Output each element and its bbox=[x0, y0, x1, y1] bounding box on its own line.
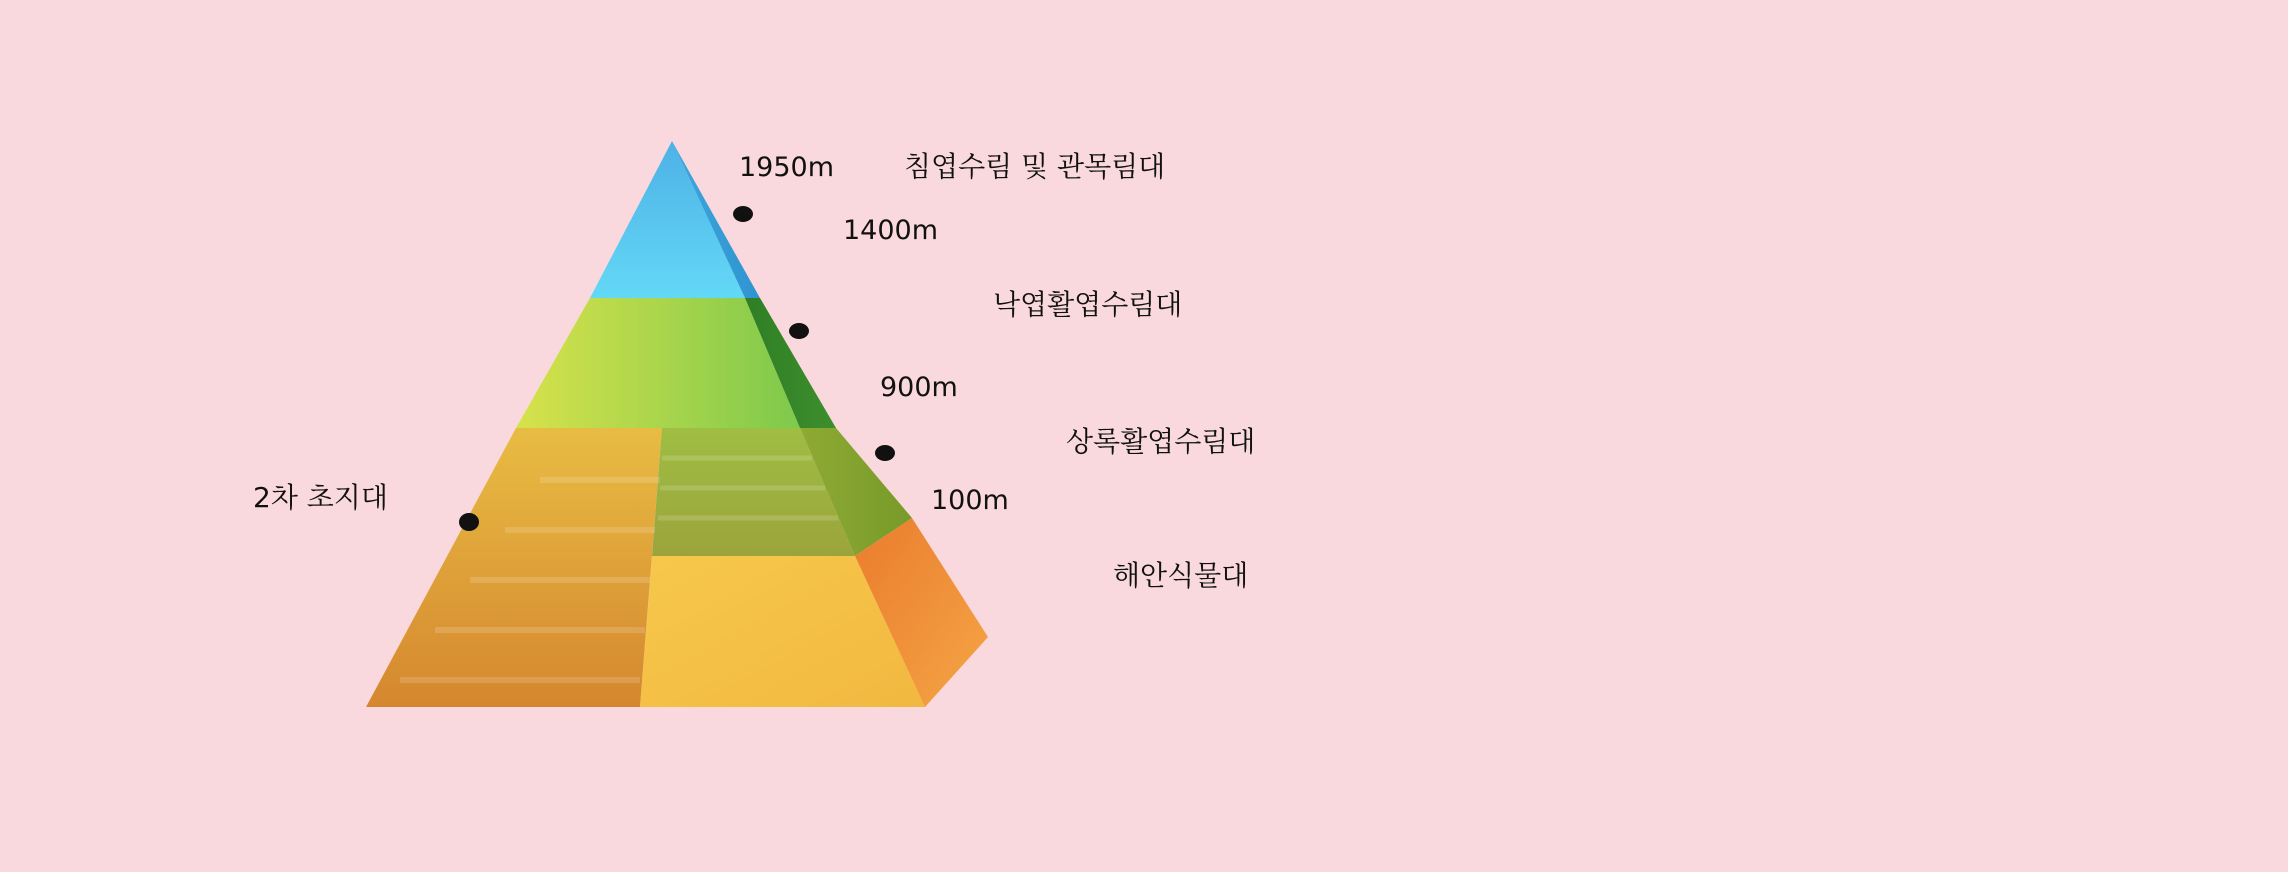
elevation-1400-label: 1400m bbox=[843, 215, 939, 246]
elevation-900-label: 900m bbox=[880, 372, 958, 403]
zone-secondary-grassland-label: 2차 초지대 bbox=[253, 481, 388, 514]
pyramid-top-zone bbox=[590, 141, 745, 298]
elevation-marker-1950 bbox=[733, 206, 753, 222]
elevation-1950-label: 1950m bbox=[739, 152, 835, 183]
zone-deciduous-label: 낙엽활엽수림대 bbox=[993, 288, 1183, 321]
elevation-100-label: 100m bbox=[931, 485, 1009, 516]
zone-evergreen-label: 상록활엽수림대 bbox=[1066, 425, 1256, 458]
secondary-grassland-marker bbox=[459, 513, 479, 531]
zone-coastal-label: 해안식물대 bbox=[1113, 559, 1249, 592]
zone-conifer-label: 침엽수림 및 관목림대 bbox=[904, 150, 1166, 183]
pyramid-left-lower-zone bbox=[366, 428, 662, 707]
elevation-marker-1400 bbox=[789, 323, 809, 339]
elevation-marker-900 bbox=[875, 445, 895, 461]
